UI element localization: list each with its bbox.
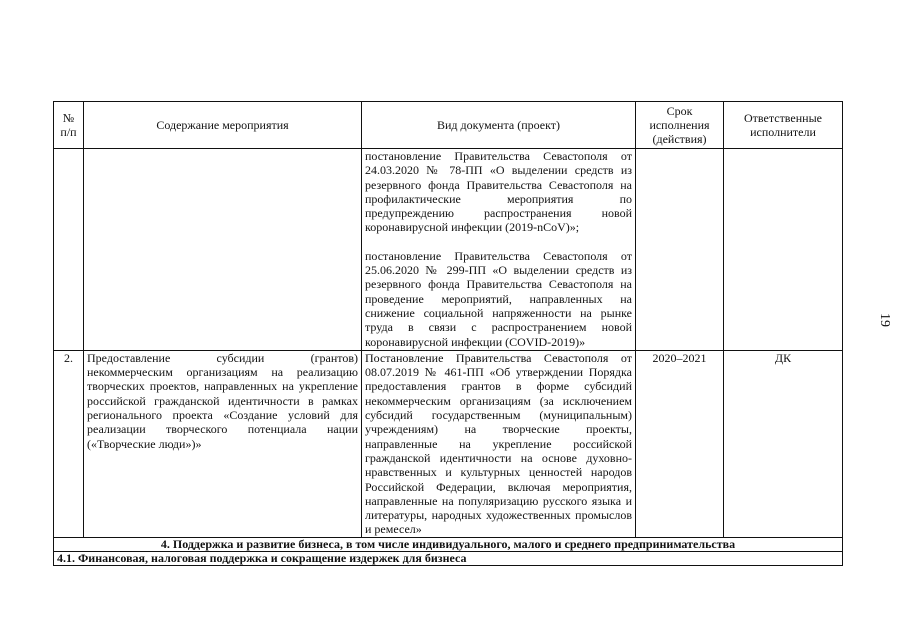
table-row (54, 350, 843, 537)
section-title: 4. Поддержка и развитие бизнеса, в том числе индивидуального, малого и среднего предпринимательства (54, 537, 843, 551)
row-documents (362, 149, 636, 351)
header-num: № п/п (54, 102, 84, 149)
table-row (54, 149, 843, 351)
subsection-title: 4.1. Финансовая, налоговая поддержка и сокращение издержек для бизнеса (54, 551, 843, 565)
header-doc-type: Вид документа (проект) (362, 102, 636, 149)
measures-table (53, 101, 843, 566)
row-num (54, 149, 84, 351)
entry-gap (365, 235, 632, 249)
row-deadline: 2020–2021 (636, 350, 724, 537)
document-entry: Постановление Правительства Севастополя от 08.07.2019 № 461-ПП «Об утверждении Порядка предоставления грантов в форме субсидий некоммерческим организациям (за исключением субсидий государственным (муниципальным) учреждениям) на творческие проекты, направленные на укрепление российской гражданской идентичности на основе духовно-нравственных и культурных ценностей народов Российской Федерации, включая мероприятия, направленные на популяризацию русского языка и литературы, народных художественных промыслов и ремесел» (365, 350, 632, 537)
row-responsible (724, 149, 843, 351)
header-content: Содержание мероприятия (84, 102, 362, 149)
subsection-row (54, 551, 843, 565)
document-entry: постановление Правительства Севастополя от 25.06.2020 № 299-ПП «О выделении средств из резервного фонда Правительства Севастополя на проведение мероприятий, направленных на снижение социальной напряженности на рынке труда в связи с распространением новой коронавирусной инфекции (COVID-2019)» (365, 248, 632, 349)
row-content (84, 149, 362, 351)
header-deadline: Срок исполнения (действия) (636, 102, 724, 149)
row-content: Предоставление субсидии (грантов) некоммерческим организациям на реализацию творческих проектов, направленных на укрепление российской гражданской идентичности в рамках регионального проекта «Создание условий для реализации творческого потенциала нации («Творческие люди»)» (84, 350, 362, 537)
header-responsible: Ответственные исполнители (724, 102, 843, 149)
document-entry: постановление Правительства Севастополя от 24.03.2020 № 78-ПП «О выделении средств из резервного фонда Правительства Севастополя на профилактические мероприятия по предупреждению распространения новой коронавирусной инфекции (2019-nCoV)»; (365, 149, 632, 235)
row-responsible: ДК (724, 350, 843, 537)
row-documents (362, 350, 636, 537)
page-number: 19 (877, 313, 892, 327)
row-deadline (636, 149, 724, 351)
section-row (54, 537, 843, 551)
table-header-row (54, 102, 843, 149)
row-num: 2. (54, 350, 84, 537)
